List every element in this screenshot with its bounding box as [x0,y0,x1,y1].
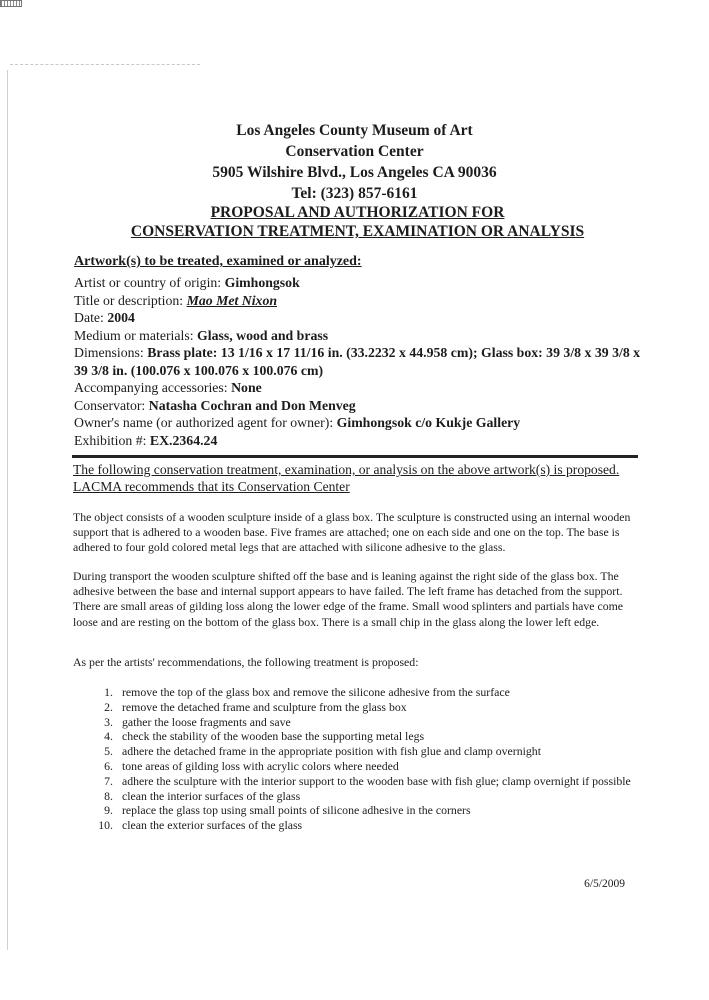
accessories-label: Accompanying accessories: [74,380,228,395]
telephone: Tel: (323) 857-6161 [291,185,418,202]
date-label: Date: [74,310,104,325]
proposal-line-2: LACMA recommends that its Conservation Center [73,478,350,494]
artist-label: Artist or country of origin: [74,275,222,290]
list-item [85,759,645,774]
scan-corner-mark [0,0,22,7]
dimensions-value: Brass plate: 13 1/16 x 17 11/16 in. (33.2232 x 44.958 cm); Glass box: 39 3/8 x 39 3/8 x 39 3/8 in. (100.076 x 100.076 x 100.076 cm) [74,345,641,378]
step-number: 5. [104,744,113,759]
medium-label: Medium or materials: [74,327,194,343]
address: 5905 Wilshire Blvd., Los Angeles CA 90036 [212,164,497,181]
treatment-steps-list [85,685,645,833]
title-row [74,292,654,310]
section-divider [72,455,638,458]
proposal-line-1: The following conservation treatment, examination, or analysis on the above artwork(s) is proposed. [73,462,620,477]
exhibition-value: EX.2364.24 [149,432,218,448]
artist-value: Gimhongsok [224,275,300,290]
treatment-intro-paragraph: As per the artists' recommendations, the following treatment is proposed: [73,655,419,669]
scan-artifact-line [10,64,200,65]
step-number: 8. [104,788,113,803]
title-value: Mao Met Nixon [186,292,278,308]
artist-row [74,274,654,292]
step-text: check the stability of the wooden base the supporting metal legs [122,729,425,744]
title-line-2: CONSERVATION TREATMENT, EXAMINATION OR ANALYSIS [130,223,585,240]
accessories-row [74,379,654,397]
exhibition-label: Exhibition #: [74,432,147,448]
dimensions-label: Dimensions: [74,345,144,360]
artwork-info [74,274,654,449]
step-number: 2. [104,699,113,714]
list-item [85,803,645,818]
museum-name: Los Angeles County Museum of Art [236,122,473,139]
title-line-1: PROPOSAL AND AUTHORIZATION FOR [210,204,505,221]
step-number: 1. [104,685,113,699]
accessories-value: None [231,380,262,395]
artwork-section-heading: Artwork(s) to be treated, examined or analyzed: [74,254,362,269]
list-item [85,729,645,744]
list-item [85,774,645,789]
list-item [85,818,645,833]
document-date: 6/5/2009 [584,878,625,890]
step-text: replace the glass top using small points of silicone adhesive in the corners [122,803,471,818]
step-text: remove the detached frame and sculpture from the glass box [122,699,407,714]
list-item [85,789,645,804]
medium-row [74,327,654,345]
conservator-row [74,397,654,415]
step-text: adhere the detached frame in the appropriate position with fish glue and clamp overnight [122,744,541,759]
step-text: remove the top of the glass box and remove the silicone adhesive from the surface [122,685,510,699]
title-label: Title or description: [74,292,184,308]
medium-value: Glass, wood and brass [197,327,329,343]
exhibition-row [74,432,654,450]
dimensions-row [74,344,654,379]
step-text: adhere the sculpture with the interior support to the wooden base with fish glue; clamp overnight if possible [122,773,631,788]
condition-paragraph: During transport the wooden sculpture shifted off the base and is leaning against the right side of the glass box. The adhesive between the base and internal support appears to have failed. The left frame has detached from the support. There are small areas of gilding loss along the lower edge of the frame. Small wood splinters and partials have come loose and are resting on the bottom of the glass box. There is a small chip in the glass along the lower left edge. [73,569,624,629]
object-description-paragraph: The object consists of a wooden sculpture inside of a glass box. The sculpture is constructed using an internal wooden support that is adhered to a wooden base. Five frames are attached; one on each side and one on the top. The base is adhered to four gold colored metal legs that are attached with silicone adhesive to the glass. [73,510,631,555]
list-item [85,715,645,730]
list-item [85,744,645,759]
date-row [74,309,654,327]
step-number: 3. [104,714,113,729]
step-number: 10. [98,818,113,833]
step-number: 6. [104,758,113,773]
step-number: 4. [104,729,113,744]
proposal-statement [73,462,653,495]
letterhead [0,120,709,204]
document-title [0,203,709,241]
owner-label: Owner's name (or authorized agent for owner): [74,415,334,430]
step-text: tone areas of gilding loss with acrylic colors where needed [122,758,399,773]
owner-row [74,414,654,432]
step-text: clean the interior surfaces of the glass [122,788,301,803]
list-item [85,700,645,715]
date-value: 2004 [107,310,135,325]
conservator-value: Natasha Cochran and Don Menveg [148,397,356,413]
list-item [85,685,645,700]
step-number: 9. [104,803,113,818]
owner-value: Gimhongsok c/o Kukje Gallery [336,415,521,430]
step-text: clean the exterior surfaces of the glass [122,818,303,833]
conservator-label: Conservator: [74,397,146,413]
step-number: 7. [104,773,113,788]
department-name: Conservation Center [285,143,424,160]
step-text: gather the loose fragments and save [122,714,291,729]
